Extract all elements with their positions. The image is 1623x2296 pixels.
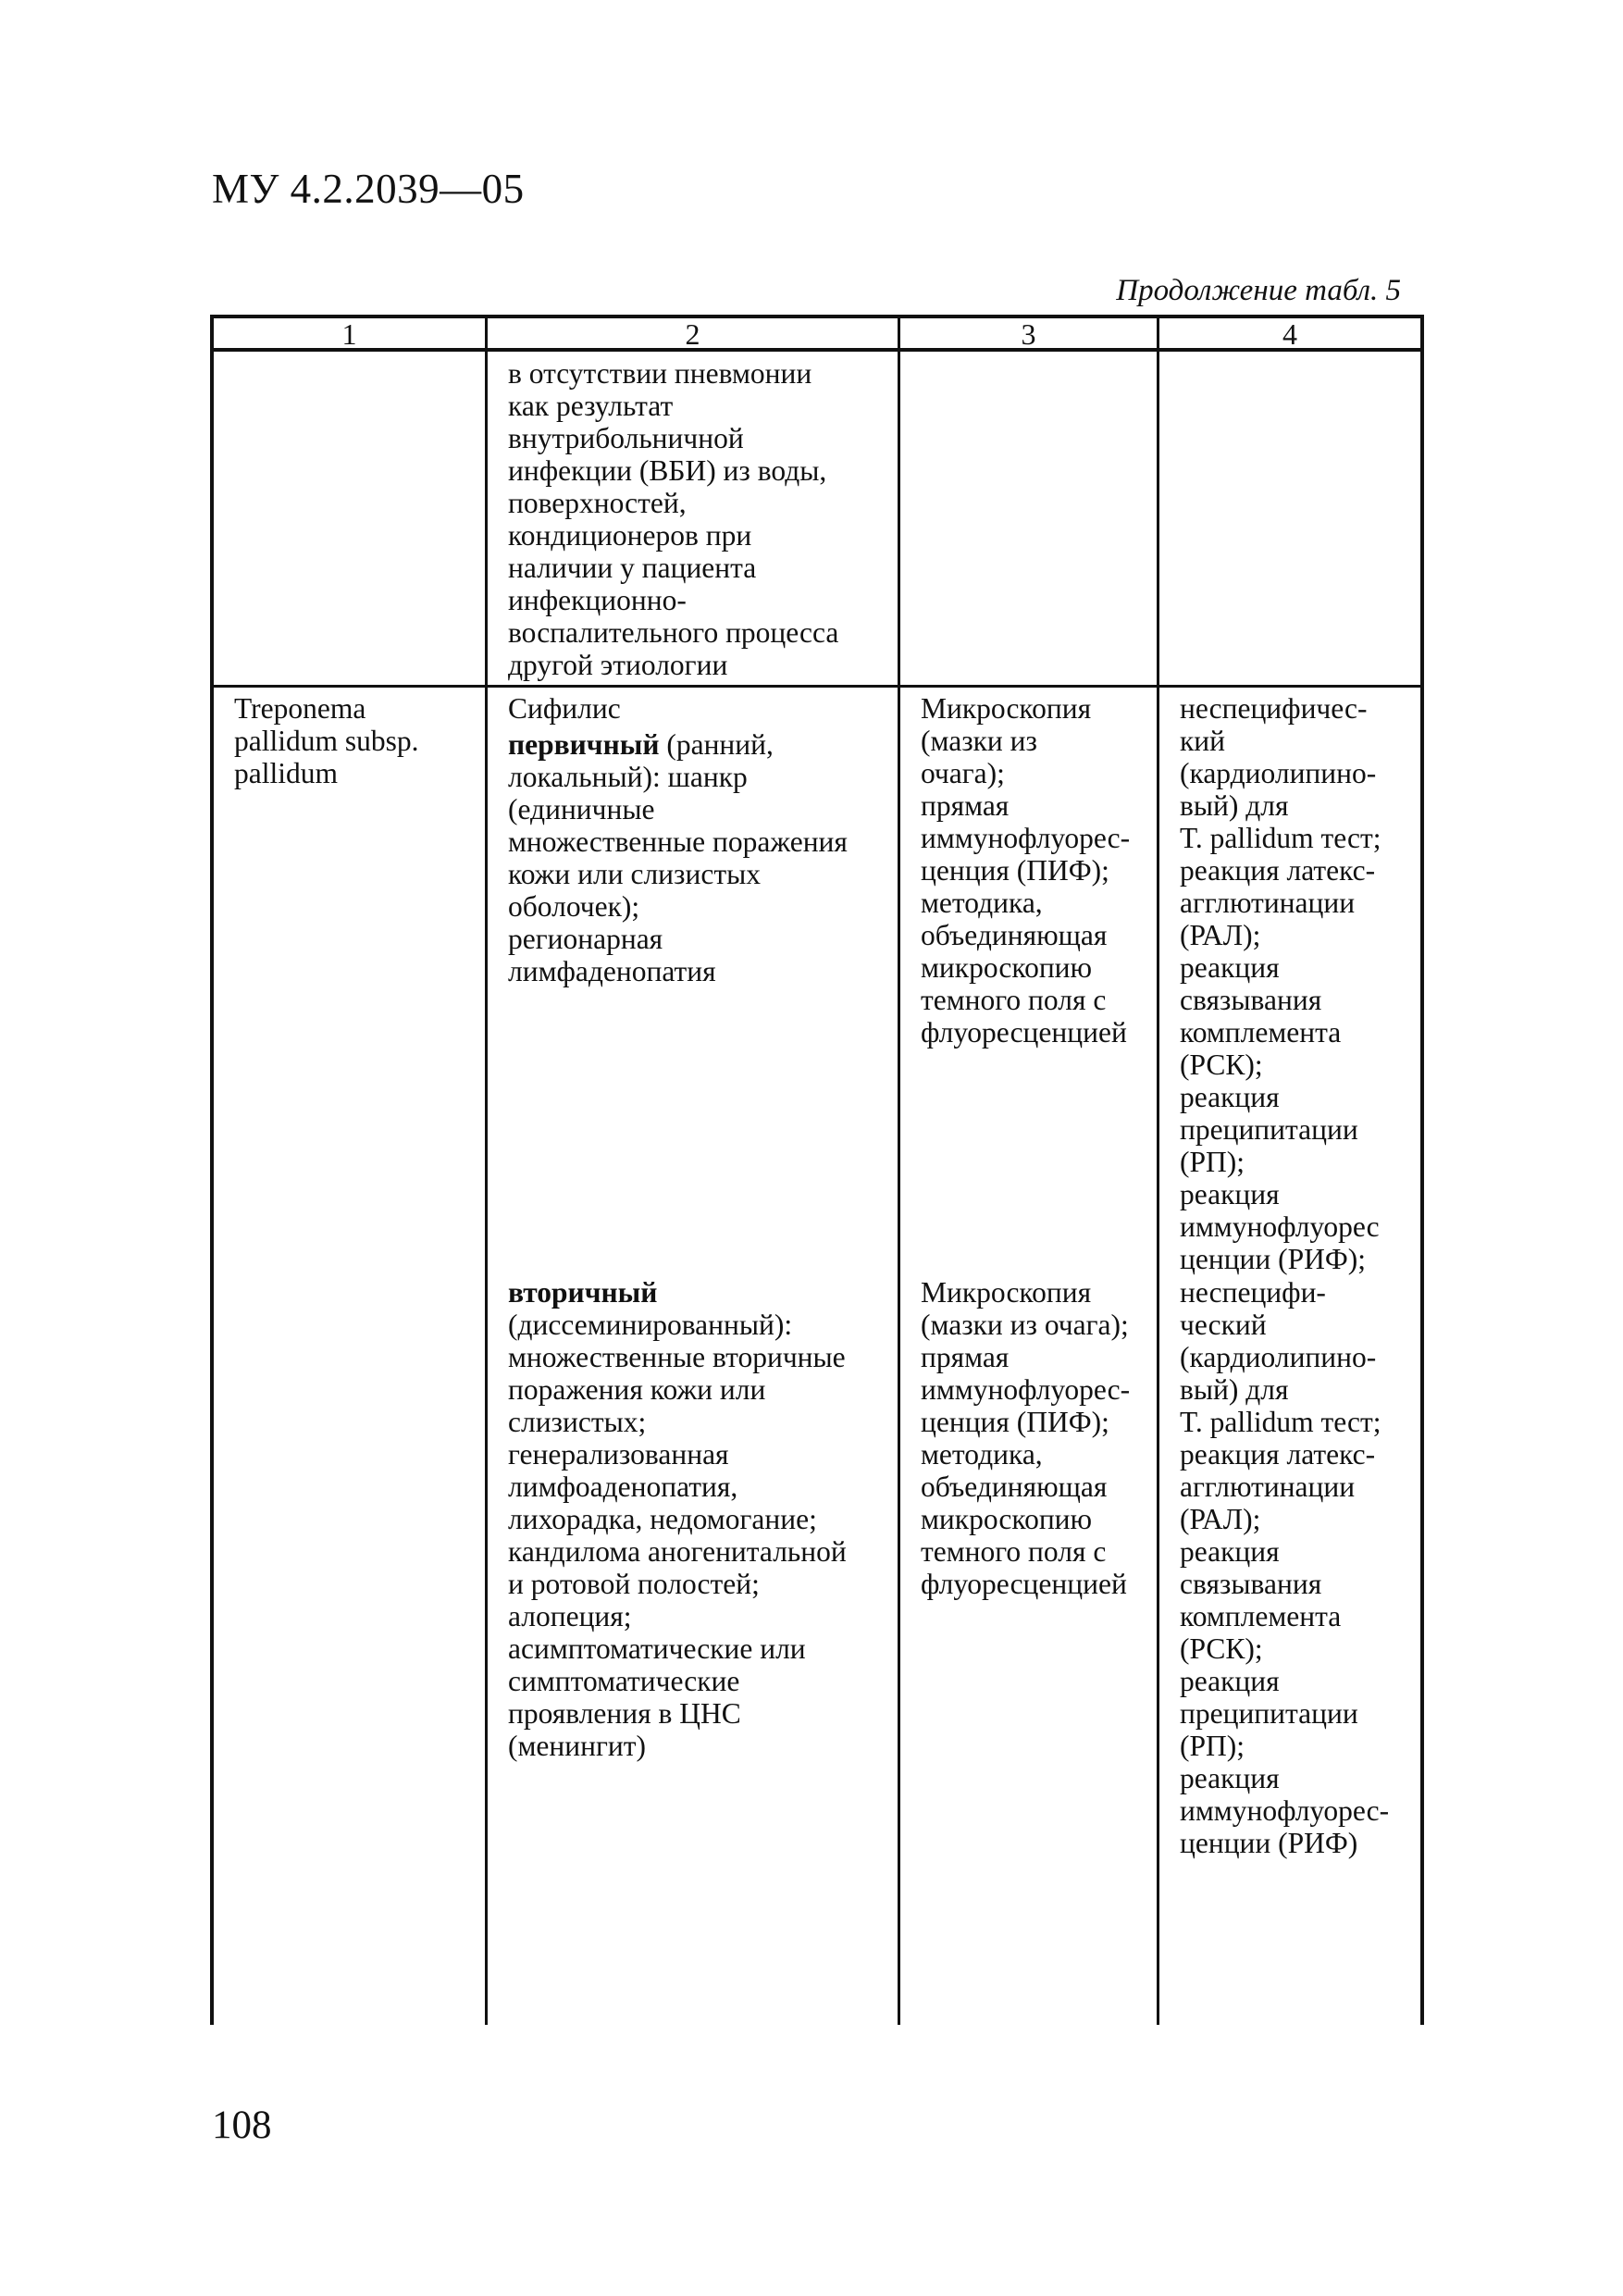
text-line: Treponema: [234, 692, 366, 725]
text-line: T. pallidum тест;: [1180, 822, 1381, 854]
text-line: T. pallidum тест;: [1180, 1406, 1381, 1438]
text-line: флуоресценцией: [921, 1568, 1127, 1600]
text-line: иммунофлуорес-: [921, 822, 1131, 854]
text-line: неспецифи-: [1180, 1276, 1326, 1309]
text-line: прямая: [921, 1341, 1010, 1373]
text-line: реакция латекс-: [1180, 854, 1376, 887]
text-line: связывания: [1180, 984, 1322, 1016]
text-line: комплемента: [1180, 1600, 1342, 1632]
text-line: кондиционеров при: [508, 519, 752, 552]
text-line: ческий: [1180, 1309, 1267, 1341]
text-line: ценции (РИФ);: [1180, 1243, 1367, 1275]
text-line: асимптоматические или: [508, 1632, 806, 1665]
text-line: (мазки из: [921, 725, 1037, 757]
text-line: преципитации: [1180, 1113, 1358, 1146]
text-line: лимфаденопатия: [508, 955, 716, 987]
disease-name: Сифилис: [508, 692, 621, 725]
text-line: другой этиологии: [508, 649, 728, 681]
text-line: Микроскопия: [921, 692, 1092, 725]
text-line: pallidum: [234, 757, 338, 789]
text-line: оболочек);: [508, 890, 640, 923]
text-line: поверхностей,: [508, 487, 687, 519]
text-line: иммунофлуорес-: [1180, 1794, 1390, 1827]
text-line: иммунофлуорес-: [921, 1373, 1131, 1406]
text-line: (РАЛ);: [1180, 1503, 1261, 1535]
primary-serological-tests: [1180, 692, 1381, 1275]
text-line: вый) для: [1180, 789, 1289, 822]
text-line: внутрибольничной: [508, 422, 744, 454]
row1-col2-text: [508, 357, 838, 681]
text-line: (РП);: [1180, 1730, 1245, 1762]
text-line: ценция (ПИФ);: [921, 854, 1109, 887]
column-header: 3: [1021, 317, 1036, 351]
text-line: инфекционно-: [508, 584, 687, 616]
text-line: (диссеминированный):: [508, 1309, 793, 1341]
text-line: очага);: [921, 757, 1005, 789]
stage-label: первичный: [508, 728, 660, 761]
text-line: темного поля с: [921, 1535, 1107, 1568]
text-line: [508, 1276, 847, 1309]
text-line: прямая: [921, 789, 1010, 822]
text-line: (РСК);: [1180, 1049, 1263, 1081]
text-line: (РАЛ);: [1180, 919, 1261, 951]
table-header-row: [214, 315, 1420, 352]
text-line: (кардиолипино-: [1180, 1341, 1377, 1373]
document-header: МУ 4.2.2039—05: [212, 166, 525, 212]
text-line: (мазки из очага);: [921, 1309, 1129, 1341]
text-line: множественные поражения: [508, 825, 848, 858]
column-divider: [485, 315, 488, 2025]
text-line: и ротовой полостей;: [508, 1568, 760, 1600]
text-line: pallidum subsp.: [234, 725, 419, 757]
text-line: поражения кожи или: [508, 1373, 766, 1406]
text-line: микроскопию: [921, 1503, 1093, 1535]
text-line: алопеция;: [508, 1600, 632, 1632]
text-line: [508, 728, 848, 761]
text-line: реакция: [1180, 1665, 1280, 1697]
text-line: инфекции (ВБИ) из воды,: [508, 454, 827, 487]
text-line: локальный): шанкр: [508, 761, 748, 793]
page-number: 108: [212, 2104, 272, 2147]
column-header: 1: [341, 317, 357, 351]
secondary-syphilis-description: [508, 1276, 847, 1762]
text-line: (менингит): [508, 1730, 647, 1762]
column-divider: [898, 315, 900, 2025]
text-line: реакция: [1180, 951, 1280, 984]
text-line: ценции (РИФ): [1180, 1827, 1358, 1859]
text-line: (кардиолипино-: [1180, 757, 1377, 789]
text-line: (РСК);: [1180, 1632, 1263, 1665]
text-line: проявления в ЦНС: [508, 1697, 741, 1730]
text-line: (РП);: [1180, 1146, 1245, 1178]
table: [210, 315, 1424, 2025]
text-line: комплемента: [1180, 1016, 1342, 1049]
secondary-serological-tests: [1180, 1276, 1389, 1859]
text-line: реакция латекс-: [1180, 1438, 1376, 1471]
text-line: Микроскопия: [921, 1276, 1092, 1309]
text-line: темного поля с: [921, 984, 1107, 1016]
text-line: методика,: [921, 1438, 1043, 1471]
text-line: воспалительного процесса: [508, 616, 839, 649]
text-line: агглютинации: [1180, 1471, 1356, 1503]
text-line: преципитации: [1180, 1697, 1358, 1730]
column-header: 4: [1282, 317, 1297, 351]
text-line: (единичные: [508, 793, 655, 825]
row-divider: [214, 685, 1420, 688]
text-line: агглютинации: [1180, 887, 1356, 919]
text-line: симптоматические: [508, 1665, 740, 1697]
text-line: лихорадка, недомогание;: [508, 1503, 817, 1535]
text-line: микроскопию: [921, 951, 1093, 984]
primary-diagnostic-methods: [921, 692, 1130, 1049]
text-line: реакция: [1180, 1081, 1280, 1113]
organism-name: [234, 692, 419, 789]
text-line: множественные вторичные: [508, 1341, 846, 1373]
text-line: как результат: [508, 390, 674, 422]
text-line: иммунофлуорес: [1180, 1210, 1380, 1243]
column-divider: [1157, 315, 1159, 2025]
text-line: наличии у пациента: [508, 552, 757, 584]
text-line: кандилома аногенитальной: [508, 1535, 847, 1568]
text-line: связывания: [1180, 1568, 1322, 1600]
text-line: реакция: [1180, 1762, 1280, 1794]
text-line: кожи или слизистых: [508, 858, 761, 890]
text-line: регионарная: [508, 923, 663, 955]
table-continuation-note: Продолжение табл. 5: [1116, 274, 1401, 307]
text-line: слизистых;: [508, 1406, 647, 1438]
text-line: флуоресценцией: [921, 1016, 1127, 1049]
secondary-diagnostic-methods: [921, 1276, 1130, 1600]
text-line: объединяющая: [921, 919, 1108, 951]
text-line: генерализованная: [508, 1438, 729, 1471]
stage-rest: (ранний,: [659, 728, 774, 761]
text-line: реакция: [1180, 1178, 1280, 1210]
primary-syphilis-description: [508, 692, 848, 987]
text-line: реакция: [1180, 1535, 1280, 1568]
column-header: 2: [685, 317, 700, 351]
stage-label: вторичный: [508, 1276, 658, 1309]
text-line: вый) для: [1180, 1373, 1289, 1406]
text-line: в отсутствии пневмонии: [508, 357, 812, 390]
text-line: неспецифичес-: [1180, 692, 1368, 725]
text-line: кий: [1180, 725, 1226, 757]
text-line: лимфоаденопатия,: [508, 1471, 738, 1503]
text-line: методика,: [921, 887, 1043, 919]
text-line: ценция (ПИФ);: [921, 1406, 1109, 1438]
text-line: объединяющая: [921, 1471, 1108, 1503]
